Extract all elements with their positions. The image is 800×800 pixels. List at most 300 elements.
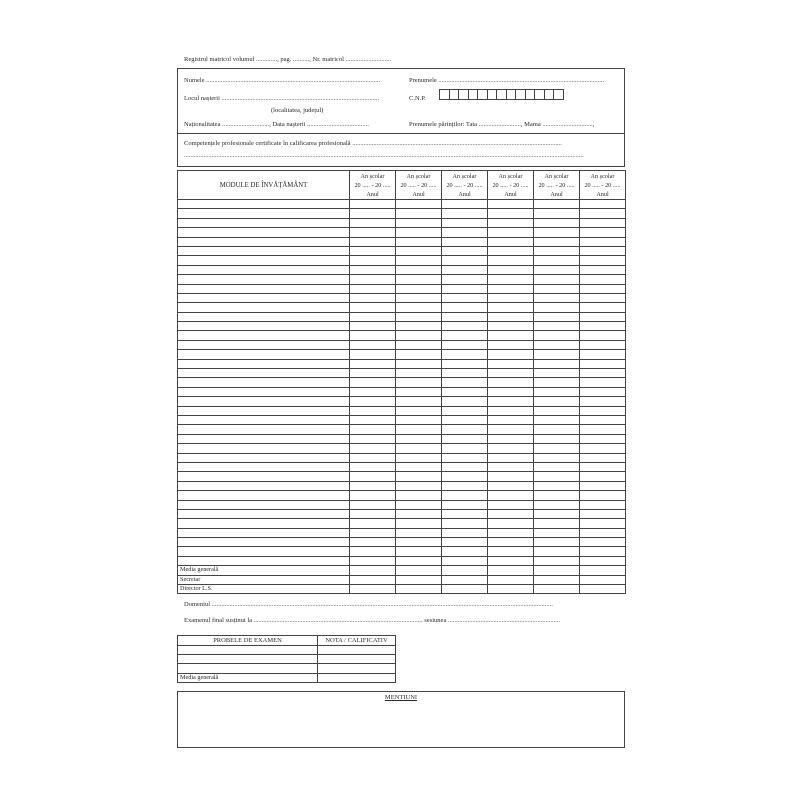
grade-cell[interactable]	[442, 556, 488, 565]
grade-cell[interactable]	[442, 434, 488, 443]
grade-cell[interactable]	[534, 378, 580, 387]
module-name-cell[interactable]	[178, 350, 350, 359]
grade-cell[interactable]	[396, 406, 442, 415]
grade-cell[interactable]	[488, 519, 534, 528]
grade-cell[interactable]	[442, 425, 488, 434]
grade-cell[interactable]	[396, 472, 442, 481]
module-name-cell[interactable]	[178, 415, 350, 424]
grade-cell[interactable]	[396, 444, 442, 453]
module-name-cell[interactable]	[178, 378, 350, 387]
module-name-cell[interactable]	[178, 519, 350, 528]
grade-cell[interactable]	[442, 519, 488, 528]
grade-cell[interactable]	[580, 312, 626, 321]
grade-cell[interactable]	[488, 491, 534, 500]
grade-cell[interactable]	[580, 500, 626, 509]
grade-cell[interactable]	[580, 209, 626, 218]
grade-cell[interactable]	[488, 434, 534, 443]
grade-cell[interactable]	[534, 293, 580, 302]
grade-cell[interactable]	[396, 331, 442, 340]
grade-cell[interactable]	[580, 425, 626, 434]
summary-cell[interactable]	[442, 575, 488, 584]
grade-cell[interactable]	[350, 265, 396, 274]
grade-cell[interactable]	[580, 293, 626, 302]
grade-cell[interactable]	[488, 293, 534, 302]
grade-cell[interactable]	[580, 256, 626, 265]
grade-cell[interactable]	[534, 425, 580, 434]
grade-cell[interactable]	[350, 462, 396, 471]
grade-cell[interactable]	[534, 444, 580, 453]
grade-cell[interactable]	[350, 209, 396, 218]
grade-cell[interactable]	[350, 237, 396, 246]
grade-cell[interactable]	[442, 528, 488, 537]
grade-cell[interactable]	[396, 462, 442, 471]
grade-cell[interactable]	[396, 528, 442, 537]
grade-cell[interactable]	[488, 312, 534, 321]
grade-cell[interactable]	[488, 275, 534, 284]
grade-cell[interactable]	[350, 538, 396, 547]
module-name-cell[interactable]	[178, 369, 350, 378]
grade-cell[interactable]	[488, 359, 534, 368]
exam-probe-cell[interactable]	[178, 664, 318, 673]
grade-cell[interactable]	[488, 528, 534, 537]
grade-cell[interactable]	[396, 322, 442, 331]
grade-cell[interactable]	[488, 200, 534, 209]
grade-cell[interactable]	[350, 359, 396, 368]
grade-cell[interactable]	[580, 481, 626, 490]
grade-cell[interactable]	[534, 406, 580, 415]
exam-grade-cell[interactable]	[318, 655, 396, 664]
grade-cell[interactable]	[580, 434, 626, 443]
grade-cell[interactable]	[580, 284, 626, 293]
grade-cell[interactable]	[350, 397, 396, 406]
grade-cell[interactable]	[580, 491, 626, 500]
module-name-cell[interactable]	[178, 340, 350, 349]
grade-cell[interactable]	[488, 369, 534, 378]
grade-cell[interactable]	[350, 434, 396, 443]
parents-field[interactable]: Prenumele părinților: Tata .........................., Mama ...............................,	[409, 121, 595, 128]
grade-cell[interactable]	[534, 284, 580, 293]
grade-cell[interactable]	[580, 237, 626, 246]
grade-cell[interactable]	[534, 218, 580, 227]
grade-cell[interactable]	[488, 322, 534, 331]
grade-cell[interactable]	[350, 322, 396, 331]
grade-cell[interactable]	[396, 378, 442, 387]
grade-cell[interactable]	[580, 331, 626, 340]
module-name-cell[interactable]	[178, 453, 350, 462]
grade-cell[interactable]	[396, 387, 442, 396]
summary-cell[interactable]	[350, 566, 396, 575]
grade-cell[interactable]	[534, 312, 580, 321]
module-name-cell[interactable]	[178, 265, 350, 274]
grade-cell[interactable]	[442, 331, 488, 340]
grade-cell[interactable]	[534, 556, 580, 565]
grade-cell[interactable]	[442, 462, 488, 471]
grade-cell[interactable]	[442, 228, 488, 237]
grade-cell[interactable]	[350, 228, 396, 237]
grade-cell[interactable]	[442, 312, 488, 321]
grade-cell[interactable]	[488, 397, 534, 406]
grade-cell[interactable]	[580, 528, 626, 537]
grade-cell[interactable]	[488, 246, 534, 255]
mentions-box[interactable]	[177, 691, 625, 748]
grade-cell[interactable]	[580, 509, 626, 518]
grade-cell[interactable]	[580, 275, 626, 284]
grade-cell[interactable]	[350, 256, 396, 265]
module-name-cell[interactable]	[178, 397, 350, 406]
grade-cell[interactable]	[488, 378, 534, 387]
grade-cell[interactable]	[488, 265, 534, 274]
grade-cell[interactable]	[442, 509, 488, 518]
grade-cell[interactable]	[442, 387, 488, 396]
grade-cell[interactable]	[580, 397, 626, 406]
grade-cell[interactable]	[396, 218, 442, 227]
grade-cell[interactable]	[488, 481, 534, 490]
grade-cell[interactable]	[580, 406, 626, 415]
module-name-cell[interactable]	[178, 275, 350, 284]
grade-cell[interactable]	[534, 491, 580, 500]
module-name-cell[interactable]	[178, 556, 350, 565]
grade-cell[interactable]	[488, 209, 534, 218]
final-exam-field[interactable]: Examenul final susținut la ........................................................................................................ sesiunea .....................................................................	[184, 617, 561, 624]
grade-cell[interactable]	[396, 275, 442, 284]
module-name-cell[interactable]	[178, 387, 350, 396]
grade-cell[interactable]	[580, 472, 626, 481]
summary-cell[interactable]	[534, 566, 580, 575]
grade-cell[interactable]	[442, 275, 488, 284]
grade-cell[interactable]	[396, 200, 442, 209]
summary-cell[interactable]	[580, 585, 626, 594]
grade-cell[interactable]	[396, 350, 442, 359]
exam-grade-cell[interactable]	[318, 646, 396, 655]
grade-cell[interactable]	[442, 406, 488, 415]
grade-cell[interactable]	[396, 256, 442, 265]
grade-cell[interactable]	[350, 369, 396, 378]
summary-cell[interactable]	[580, 566, 626, 575]
module-name-cell[interactable]	[178, 500, 350, 509]
grade-cell[interactable]	[350, 284, 396, 293]
grade-cell[interactable]	[488, 331, 534, 340]
grade-cell[interactable]	[350, 406, 396, 415]
name-field[interactable]: Numele ...........................................................................................................	[184, 77, 381, 84]
grade-cell[interactable]	[580, 218, 626, 227]
grade-cell[interactable]	[580, 359, 626, 368]
grade-cell[interactable]	[488, 228, 534, 237]
grade-cell[interactable]	[396, 312, 442, 321]
grade-cell[interactable]	[580, 246, 626, 255]
grade-cell[interactable]	[534, 359, 580, 368]
grade-cell[interactable]	[534, 397, 580, 406]
grade-cell[interactable]	[488, 350, 534, 359]
grade-cell[interactable]	[396, 556, 442, 565]
grade-cell[interactable]	[442, 340, 488, 349]
grade-cell[interactable]	[350, 303, 396, 312]
grade-cell[interactable]	[534, 481, 580, 490]
grade-cell[interactable]	[580, 369, 626, 378]
summary-cell[interactable]	[534, 575, 580, 584]
grade-cell[interactable]	[534, 331, 580, 340]
grade-cell[interactable]	[396, 228, 442, 237]
module-name-cell[interactable]	[178, 209, 350, 218]
grade-cell[interactable]	[442, 322, 488, 331]
grade-cell[interactable]	[534, 519, 580, 528]
module-name-cell[interactable]	[178, 491, 350, 500]
grade-cell[interactable]	[534, 462, 580, 471]
grade-cell[interactable]	[442, 472, 488, 481]
nationality-birthdate-field[interactable]: Naționalitatea ............................., Data nașterii ......................................	[184, 121, 369, 128]
module-name-cell[interactable]	[178, 481, 350, 490]
grade-cell[interactable]	[534, 369, 580, 378]
grade-cell[interactable]	[350, 519, 396, 528]
grade-cell[interactable]	[442, 246, 488, 255]
grade-cell[interactable]	[396, 209, 442, 218]
grade-cell[interactable]	[488, 303, 534, 312]
module-name-cell[interactable]	[178, 312, 350, 321]
grade-cell[interactable]	[580, 444, 626, 453]
grade-cell[interactable]	[534, 246, 580, 255]
grade-cell[interactable]	[534, 275, 580, 284]
summary-cell[interactable]	[580, 575, 626, 584]
grade-cell[interactable]	[442, 397, 488, 406]
grade-cell[interactable]	[350, 218, 396, 227]
grade-cell[interactable]	[396, 500, 442, 509]
grade-cell[interactable]	[396, 415, 442, 424]
module-name-cell[interactable]	[178, 246, 350, 255]
exam-average-cell[interactable]	[318, 673, 396, 682]
grade-cell[interactable]	[396, 340, 442, 349]
grade-cell[interactable]	[396, 491, 442, 500]
module-name-cell[interactable]	[178, 434, 350, 443]
grade-cell[interactable]	[442, 218, 488, 227]
grade-cell[interactable]	[534, 453, 580, 462]
grade-cell[interactable]	[534, 434, 580, 443]
grade-cell[interactable]	[396, 246, 442, 255]
grade-cell[interactable]	[580, 547, 626, 556]
grade-cell[interactable]	[396, 369, 442, 378]
module-name-cell[interactable]	[178, 228, 350, 237]
grade-cell[interactable]	[350, 528, 396, 537]
grade-cell[interactable]	[488, 425, 534, 434]
grade-cell[interactable]	[442, 378, 488, 387]
grade-cell[interactable]	[488, 472, 534, 481]
competences-field[interactable]: Competențele profesionale certificate în calificarea profesională .................................................................................................................................	[184, 140, 562, 147]
grade-cell[interactable]	[580, 387, 626, 396]
grade-cell[interactable]	[442, 293, 488, 302]
grade-cell[interactable]	[442, 444, 488, 453]
grade-cell[interactable]	[442, 284, 488, 293]
grade-cell[interactable]	[488, 556, 534, 565]
grade-cell[interactable]	[580, 340, 626, 349]
grade-cell[interactable]	[488, 415, 534, 424]
domain-field[interactable]: Domeniul ..................................................................................................................................................................................................................	[184, 601, 553, 608]
module-name-cell[interactable]	[178, 538, 350, 547]
grade-cell[interactable]	[350, 472, 396, 481]
grade-cell[interactable]	[350, 312, 396, 321]
grade-cell[interactable]	[442, 369, 488, 378]
grade-cell[interactable]	[442, 538, 488, 547]
grade-cell[interactable]	[442, 453, 488, 462]
first-name-field[interactable]: Prenumele ......................................................................................................	[409, 77, 605, 84]
module-name-cell[interactable]	[178, 331, 350, 340]
exam-grade-cell[interactable]	[318, 664, 396, 673]
summary-cell[interactable]	[488, 566, 534, 575]
grade-cell[interactable]	[488, 340, 534, 349]
grade-cell[interactable]	[534, 303, 580, 312]
grade-cell[interactable]	[350, 331, 396, 340]
grade-cell[interactable]	[488, 538, 534, 547]
grade-cell[interactable]	[442, 481, 488, 490]
module-name-cell[interactable]	[178, 303, 350, 312]
grade-cell[interactable]	[580, 462, 626, 471]
grade-cell[interactable]	[396, 265, 442, 274]
module-name-cell[interactable]	[178, 406, 350, 415]
grade-cell[interactable]	[534, 209, 580, 218]
grade-cell[interactable]	[442, 415, 488, 424]
module-name-cell[interactable]	[178, 444, 350, 453]
summary-cell[interactable]	[396, 575, 442, 584]
grade-cell[interactable]	[488, 237, 534, 246]
grade-cell[interactable]	[580, 538, 626, 547]
grade-cell[interactable]	[488, 444, 534, 453]
grade-cell[interactable]	[488, 284, 534, 293]
grade-cell[interactable]	[534, 547, 580, 556]
grade-cell[interactable]	[488, 453, 534, 462]
grade-cell[interactable]	[442, 500, 488, 509]
grade-cell[interactable]	[350, 275, 396, 284]
grade-cell[interactable]	[488, 500, 534, 509]
summary-cell[interactable]	[350, 585, 396, 594]
module-name-cell[interactable]	[178, 425, 350, 434]
grade-cell[interactable]	[350, 481, 396, 490]
grade-cell[interactable]	[350, 350, 396, 359]
grade-cell[interactable]	[534, 350, 580, 359]
module-name-cell[interactable]	[178, 509, 350, 518]
grade-cell[interactable]	[396, 547, 442, 556]
grade-cell[interactable]	[534, 265, 580, 274]
grade-cell[interactable]	[580, 415, 626, 424]
grade-cell[interactable]	[442, 491, 488, 500]
grade-cell[interactable]	[442, 256, 488, 265]
summary-cell[interactable]	[442, 566, 488, 575]
grade-cell[interactable]	[350, 491, 396, 500]
grade-cell[interactable]	[580, 322, 626, 331]
summary-cell[interactable]	[350, 575, 396, 584]
grade-cell[interactable]	[350, 500, 396, 509]
grade-cell[interactable]	[396, 359, 442, 368]
grade-cell[interactable]	[350, 293, 396, 302]
grade-cell[interactable]	[396, 538, 442, 547]
summary-cell[interactable]	[488, 585, 534, 594]
grade-cell[interactable]	[350, 444, 396, 453]
grade-cell[interactable]	[396, 481, 442, 490]
grade-cell[interactable]	[442, 200, 488, 209]
grade-cell[interactable]	[580, 453, 626, 462]
grade-cell[interactable]	[350, 547, 396, 556]
grade-cell[interactable]	[396, 434, 442, 443]
grade-cell[interactable]	[442, 265, 488, 274]
module-name-cell[interactable]	[178, 547, 350, 556]
grade-cell[interactable]	[396, 509, 442, 518]
exam-probe-cell[interactable]	[178, 646, 318, 655]
grade-cell[interactable]	[580, 556, 626, 565]
grade-cell[interactable]	[580, 378, 626, 387]
module-name-cell[interactable]	[178, 218, 350, 227]
grade-cell[interactable]	[534, 340, 580, 349]
competences-field-line2[interactable]: ......................................................................................................................................................................................................................................................	[184, 152, 584, 159]
grade-cell[interactable]	[396, 519, 442, 528]
grade-cell[interactable]	[580, 228, 626, 237]
grade-cell[interactable]	[442, 359, 488, 368]
grade-cell[interactable]	[442, 303, 488, 312]
grade-cell[interactable]	[534, 415, 580, 424]
module-name-cell[interactable]	[178, 472, 350, 481]
summary-cell[interactable]	[396, 585, 442, 594]
grade-cell[interactable]	[534, 387, 580, 396]
grade-cell[interactable]	[534, 256, 580, 265]
module-name-cell[interactable]	[178, 322, 350, 331]
summary-cell[interactable]	[534, 585, 580, 594]
grade-cell[interactable]	[396, 425, 442, 434]
grade-cell[interactable]	[534, 509, 580, 518]
grade-cell[interactable]	[580, 519, 626, 528]
grade-cell[interactable]	[580, 303, 626, 312]
module-name-cell[interactable]	[178, 462, 350, 471]
grade-cell[interactable]	[534, 237, 580, 246]
grade-cell[interactable]	[488, 547, 534, 556]
grade-cell[interactable]	[396, 293, 442, 302]
grade-cell[interactable]	[396, 284, 442, 293]
grade-cell[interactable]	[350, 340, 396, 349]
grade-cell[interactable]	[580, 200, 626, 209]
module-name-cell[interactable]	[178, 528, 350, 537]
summary-cell[interactable]	[442, 585, 488, 594]
grade-cell[interactable]	[442, 547, 488, 556]
grade-cell[interactable]	[350, 425, 396, 434]
grade-cell[interactable]	[350, 200, 396, 209]
grade-cell[interactable]	[488, 462, 534, 471]
grade-cell[interactable]	[580, 350, 626, 359]
module-name-cell[interactable]	[178, 284, 350, 293]
module-name-cell[interactable]	[178, 237, 350, 246]
module-name-cell[interactable]	[178, 359, 350, 368]
grade-cell[interactable]	[442, 209, 488, 218]
grade-cell[interactable]	[442, 237, 488, 246]
grade-cell[interactable]	[488, 406, 534, 415]
grade-cell[interactable]	[350, 387, 396, 396]
birthplace-field[interactable]: Locul nașterii .................................................................................................	[184, 95, 380, 102]
grade-cell[interactable]	[534, 200, 580, 209]
module-name-cell[interactable]	[178, 293, 350, 302]
cnp-digit-box[interactable]	[553, 89, 564, 100]
grade-cell[interactable]	[534, 528, 580, 537]
module-name-cell[interactable]	[178, 200, 350, 209]
grade-cell[interactable]	[488, 387, 534, 396]
grade-cell[interactable]	[350, 246, 396, 255]
grade-cell[interactable]	[534, 472, 580, 481]
grade-cell[interactable]	[396, 397, 442, 406]
grade-cell[interactable]	[534, 322, 580, 331]
cnp-boxes[interactable]	[440, 89, 564, 100]
grade-cell[interactable]	[350, 453, 396, 462]
grade-cell[interactable]	[396, 237, 442, 246]
grade-cell[interactable]	[534, 228, 580, 237]
grade-cell[interactable]	[350, 378, 396, 387]
grade-cell[interactable]	[350, 509, 396, 518]
summary-cell[interactable]	[488, 575, 534, 584]
grade-cell[interactable]	[396, 453, 442, 462]
grade-cell[interactable]	[350, 415, 396, 424]
grade-cell[interactable]	[488, 509, 534, 518]
grade-cell[interactable]	[350, 556, 396, 565]
